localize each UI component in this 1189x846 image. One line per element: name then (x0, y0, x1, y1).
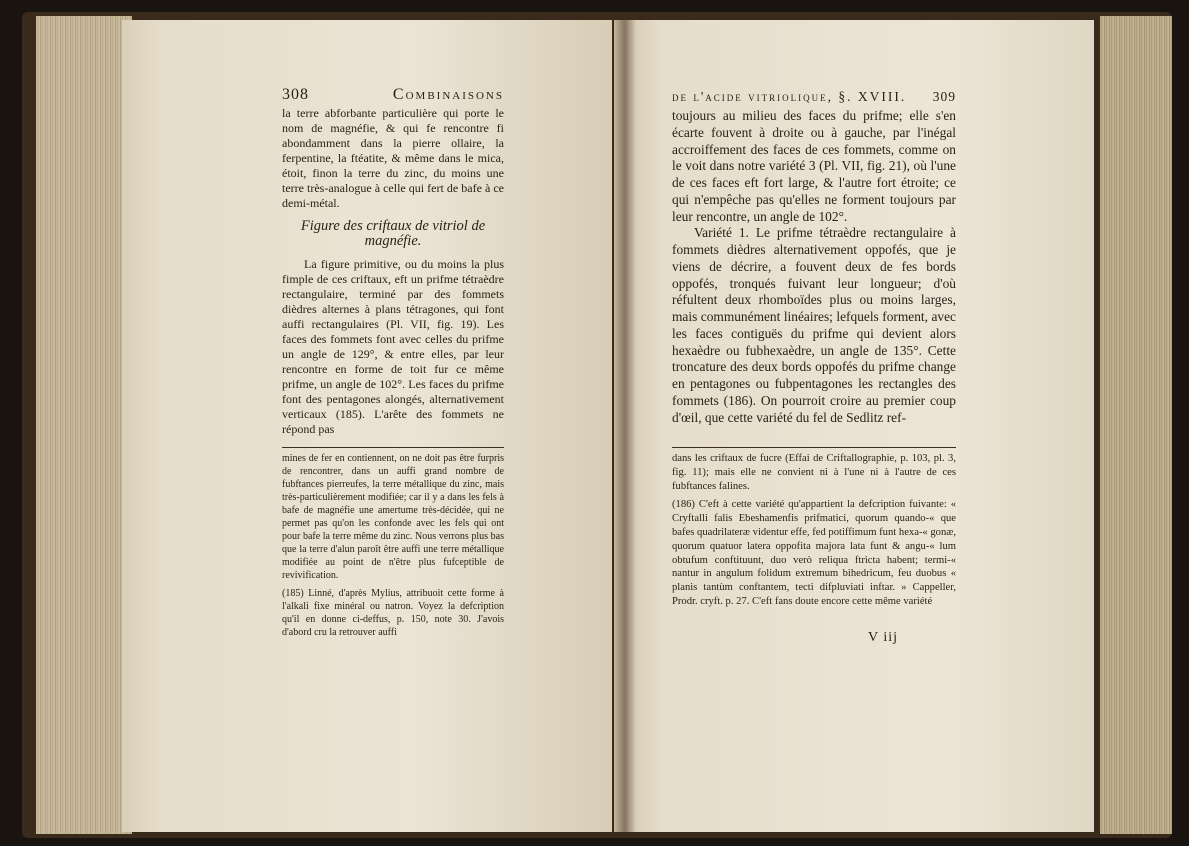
right-running-head (672, 89, 956, 105)
right-footnote-1: dans les criftaux de fucre (Effai de Criftallographie, p. 103, pl. 3, fig. 11); mais elle ne convient ni à l'une ni à l'autre de ces fubftances falines. (672, 453, 956, 492)
right-paragraph-1: toujours au milieu des faces du prifme; elle s'en écarte fouvent à droite ou à gauche, par l'inégal accroiffement des faces de ces fommets, comme on le voit dans notre variété 3 (Pl. VII, fig. 21), où l'une de ces faces eft fort large, & l'autre fort étroite; ce qui n'empêche pas qu'elles ne forment toujours par leur rencontre, un angle de 102°. (672, 108, 956, 224)
left-footnote-2: (185) Linné, d'après Mylius, attribuoit cette forme à l'alkali fixe minéral ou natron. Voyez la defcription qu'il en donne ci-deffus, p. 150, note 30. J'avois d'abord cru la retrouver auffi (282, 588, 504, 639)
right-running-title: de l'acide vitriolique, §. XVIII. (672, 89, 907, 104)
left-running-title: Combinaisons (392, 86, 504, 103)
left-paragraph-2: La figure primitive, ou du moins la plus fimple de ces criftaux, eft un prifme tétraèdre rectangulaire, terminé par des fommets dièdres alternes à plans tétragones, qui font auffi rectangulaires (Pl. VII, fig. 19). Les faces des fommets font avec celles du prifme un angle de 129°, & entre elles, par leur rencontre en forme de toit fur ce même prifme, un angle de 102°. Les faces du prifme font des pentagones alongés, alternativement verticaux (185). L'arête des fommets ne répond pas (282, 257, 504, 436)
signature-mark: V iij (868, 630, 899, 645)
right-page-number: 309 (932, 89, 956, 104)
left-section-heading: Figure des criftaux de vitriol de magnéfie. (300, 218, 486, 249)
left-footnote-rule (282, 447, 504, 448)
open-book (22, 12, 1172, 838)
left-running-head (282, 86, 504, 104)
left-footnote-1: mines de fer en contiennent, on ne doit pas être furpris de rencontrer, dans un auffi grand nombre de fubftances pierreufes, la terre métallique du zinc, mais très-particulièrement modifiée; car il y a dans les fels à bafe de magnéfie une amertume très-décidée, qui ne permet pas qu'on les confonde avec les fels qui ont pour bafe la terre même du zinc. Nous verrons plus bas que la terre d'alun paroît être auffi une terre métallique modifiée au point de n'être plus fufceptible de revivification. (282, 453, 504, 582)
right-footnote-rule (672, 447, 956, 448)
right-body (672, 108, 956, 426)
left-footnotes (282, 452, 504, 639)
left-paragraph-1: la terre abforbante particulière qui porte le nom de magnéfie, & qui fe rencontre fi abondamment dans la pierre ollaire, la ferpentine, la ftéatite, & même dans le mica, étoit, finon la terre du zinc, du moins une terre très-analogue à celle qui fert de bafe à ce demi-métal. (282, 106, 504, 210)
right-footnotes (672, 452, 956, 609)
book-gutter (612, 20, 636, 832)
right-page-edges (1100, 16, 1172, 834)
right-footnote-2: (186) C'eft à cette variété qu'appartient la defcription fuivante: « Cryftalli falis Ebeshamenfis prifmatici, quorum quando-« que bafes quadrilateræ videntur effe, fed potiffimum funt hexa-« gonæ, quorum quatuor latera oppofita majora lata funt & angu-« lum obtufum conftituunt, duo verò reliqua ftricta habent; termi-« nantur in angulum folidum extremum bihedricum, feu duobus « planis tantùm conftantem, tecti difpluviati inftar. » Cappeller, Prodr. cryft. p. 27. C'eft fans doute encore cette même variété (672, 499, 956, 607)
left-page-number: 308 (282, 86, 309, 103)
right-paragraph-2: Variété 1. Le prifme tétraèdre rectangulaire à fommets dièdres alternativement oppofés, que je viens de décrire, a fouvent deux de fes bords oppofés, tronqués fuivant leur longueur; d'où réfultent deux rhomboïdes plus ou moins larges, mais communément linéaires; lefquels forment, avec les faces contiguës du prifme qui devient alors hexaèdre ou fubhexaèdre, un angle de 135°. Cette troncature des deux bords oppofés du prifme change en pentagones ou fubpentagones les rectangles des fommets (186). On pourroit croire au premier coup d'œil, que cette variété du fel de Sedlitz ref- (672, 225, 956, 425)
left-page-edges (36, 16, 132, 834)
left-body (282, 106, 504, 437)
